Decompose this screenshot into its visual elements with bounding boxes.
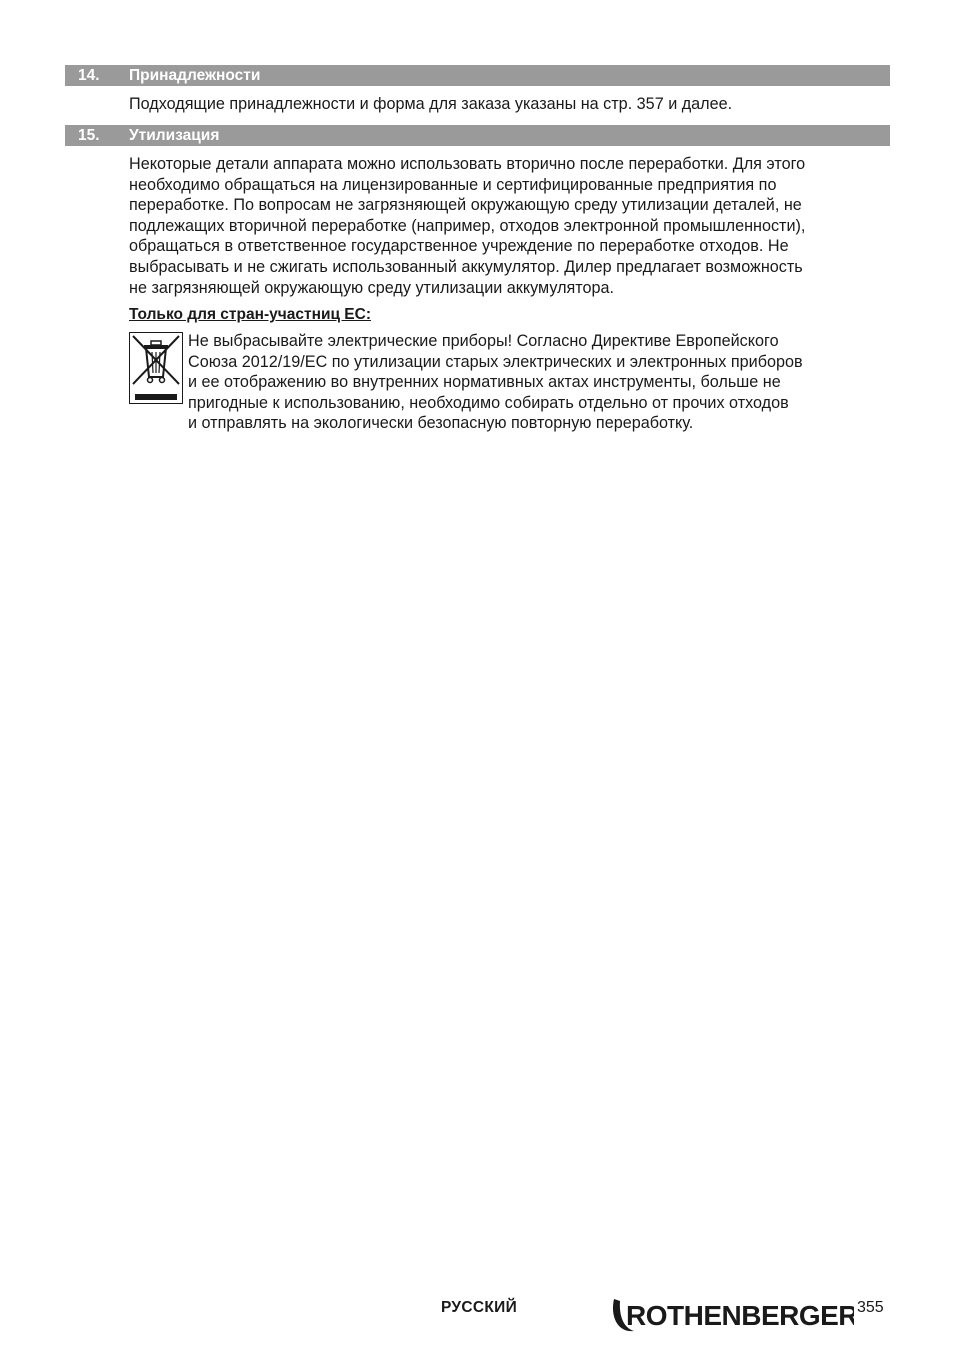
section-number: 14. [78, 67, 100, 84]
section-14-header [65, 65, 890, 86]
eu-heading: Только для стран-участниц ЕС: [129, 306, 372, 323]
paragraph-line: Союза 2012/19/ЕС по утилизации старых электрических и электронных приборов [188, 352, 803, 371]
rothenberger-logo [608, 1295, 854, 1337]
paragraph-line: необходимо обращаться на лицензированные и сертифицированные предприятия по [129, 175, 777, 194]
paragraph-line: пригодные к использованию, необходимо собирать отдельно от прочих отходов [188, 393, 789, 412]
accessories-paragraph [129, 94, 899, 115]
paragraph-line: Подходящие принадлежности и форма для заказа указаны на стр. 357 и далее. [129, 95, 733, 113]
paragraph-line: не загрязняющей окружающую среду утилизации аккумулятора. [129, 278, 615, 297]
section-number: 15. [78, 127, 100, 144]
paragraph-line: Некоторые детали аппарата можно использовать вторично после переработки. Для этого [129, 155, 806, 173]
eu-directive-paragraph [188, 331, 888, 434]
paragraph-line: Не выбрасывайте электрические приборы! Согласно Директиве Европейского [188, 332, 779, 350]
paragraph-line: и ее отображению во внутренних нормативных актах инструменты, больше не [188, 373, 781, 392]
paragraph-line: и отправлять на экологически безопасную повторную переработку. [188, 414, 694, 433]
section-15-header [65, 125, 890, 146]
paragraph-line: выбрасывать и не сжигать использованный аккумулятор. Дилер предлагает возможность [129, 257, 803, 276]
brand-name: ROTHENBERGER [626, 1300, 854, 1331]
section-title: Утилизация [129, 127, 220, 144]
page-number: 355 [857, 1299, 884, 1316]
weee-crossed-bin-icon [129, 332, 183, 404]
footer-language: РУССКИЙ [441, 1299, 518, 1316]
paragraph-line: подлежащих вторичной переработке (например, отходов электронной промышленности), [129, 216, 806, 235]
disposal-paragraph [129, 154, 899, 298]
paragraph-line: переработке. По вопросам не загрязняющей окружающую среду утилизации деталей, не [129, 196, 802, 215]
section-title: Принадлежности [129, 67, 261, 84]
paragraph-line: обращаться в ответственное государственное учреждение по переработке отходов. Не [129, 237, 789, 256]
